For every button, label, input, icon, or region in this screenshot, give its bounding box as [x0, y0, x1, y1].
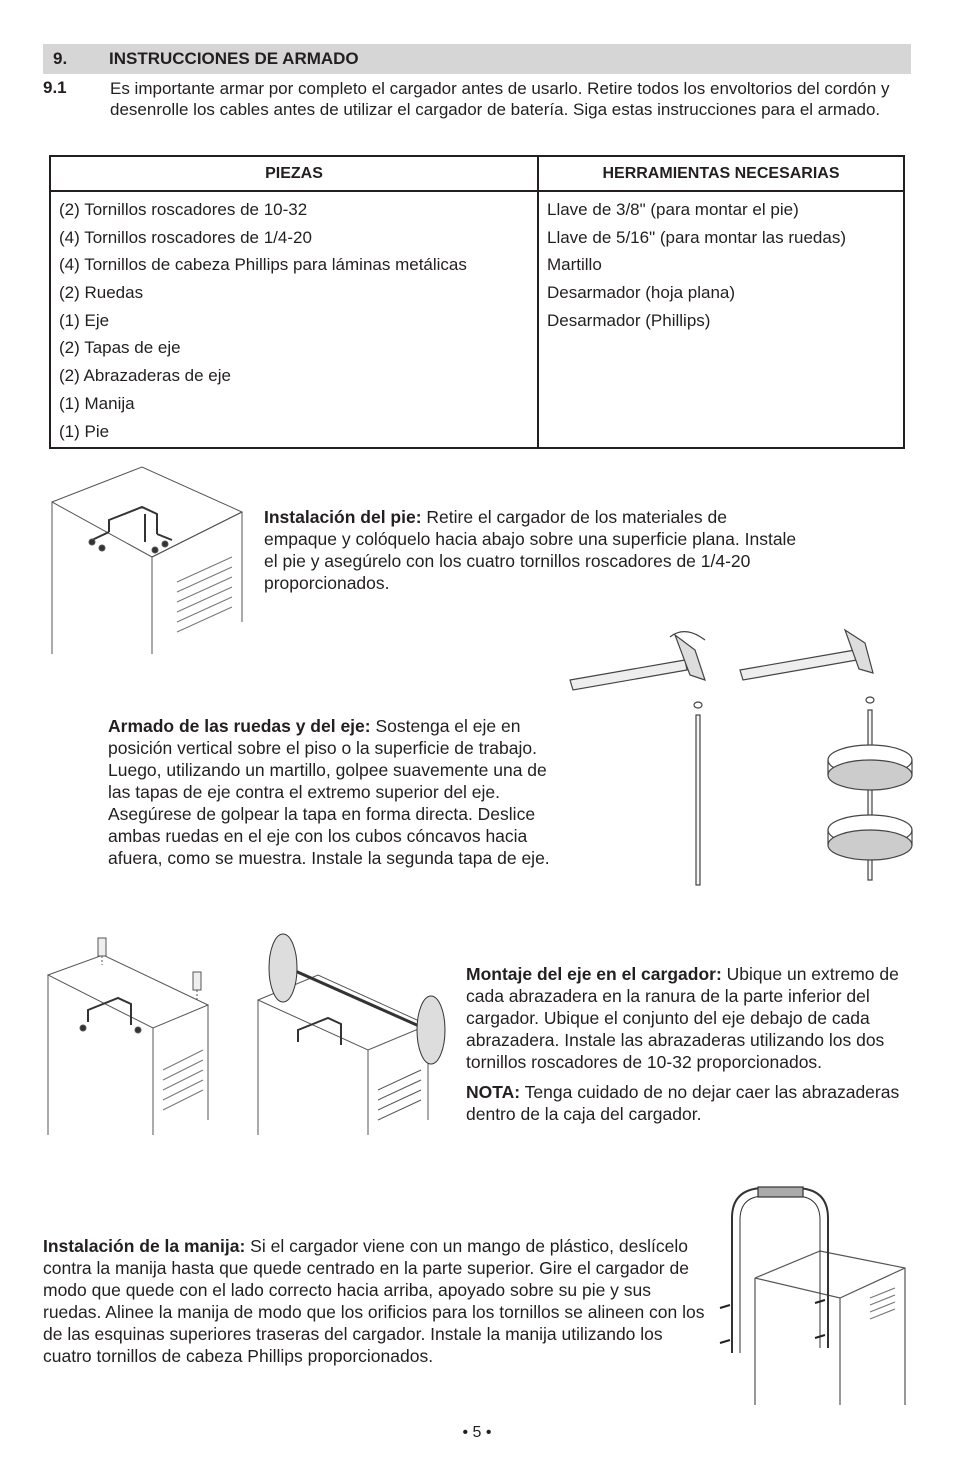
parts-tools-table [49, 155, 905, 449]
axle-hammer-illustration [565, 625, 930, 905]
part-item: (1) Pie [59, 421, 110, 441]
tool-item: Martillo [547, 255, 602, 275]
tool-item: Desarmador (hoja plana) [547, 283, 736, 303]
section-title: INSTRUCCIONES DE ARMADO [109, 49, 359, 68]
intro-text: Es importante armar por completo el cargador antes de usarlo. Retire todos los envoltorios del cordón y desenrolle los cables antes de utilizar el cargador de batería. Siga estas instrucciones para el armado. [110, 79, 890, 119]
part-item: (4) Tornillos roscadores de 1/4-20 [59, 227, 312, 247]
wheels-title: Armado de las ruedas y del eje: [108, 716, 371, 736]
foot-text: Retire el cargador de los materiales de empaque y colóquelo hacia abajo sobre una superficie plana. Instale el pie y asegúrelo con los cuatro tornillos roscadores de 1/4-20 proporcionados. [264, 507, 797, 593]
handle-text: Si el cargador viene con un mango de plástico, deslícelo contra la manija hasta que quede centrado en la parte superior. Gire el cargador de modo que quede con el lado correcto hacia arriba, apoyado sobre su pie y sus ruedas. Alinee la manija de modo que los orificios para los tornillos se alineen con los de las esquinas superiores traseras del cargador. Instale la manija utilizando los cuatro tornillos de cabeza Phillips proporcionados. [43, 1236, 705, 1366]
part-item: (2) Abrazaderas de eje [59, 366, 231, 386]
part-item: (2) Ruedas [59, 283, 144, 303]
part-item: (1) Eje [59, 310, 110, 330]
handle-title: Instalación de la manija: [43, 1236, 246, 1256]
section-header [43, 44, 911, 74]
handle-installation-illustration [710, 1183, 910, 1405]
axle-instructions [466, 963, 906, 1125]
axle-mounting-illustration [43, 930, 458, 1140]
section-number: 9. [53, 49, 68, 68]
part-item: (2) Tapas de eje [59, 338, 181, 358]
axle-title: Montaje del eje en el cargador: [466, 964, 722, 984]
handle-instructions [43, 1235, 708, 1367]
part-item: (1) Manija [59, 393, 135, 413]
tool-item: Llave de 3/8" (para montar el pie) [547, 200, 799, 219]
wheels-instructions [108, 715, 570, 869]
foot-title: Instalación del pie: [264, 507, 422, 527]
note-label: NOTA: [466, 1082, 521, 1102]
parts-list [50, 191, 538, 448]
tool-item: Llave de 5/16" (para montar las ruedas) [547, 227, 846, 247]
parts-header: PIEZAS [50, 156, 538, 191]
part-item: (2) Tornillos roscadores de 10-32 [59, 200, 308, 219]
wheels-text: Sostenga el eje en posición vertical sobre el piso o la superficie de trabajo. Luego, utilizando un martillo, golpee suavemente una de las tapas de eje contra el extremo superior del eje. Asegúrese de golpear la tapa en forma directa. Deslice ambas ruedas en el eje con los cubos cóncavos hacia afuera, como se muestra. Instale la segunda tapa de eje. [108, 716, 550, 868]
axle-text: Ubique un extremo de cada abrazadera en la ranura de la parte inferior del cargador. Ubique el conjunto del eje debajo de cada abrazadera. Instale las abrazaderas utilizando los dos tornillos roscadores de 10-32 proporcionados. [466, 964, 899, 1072]
foot-installation-illustration [47, 462, 262, 654]
tools-list [538, 191, 904, 448]
axle-note [466, 1081, 906, 1125]
intro-number: 9.1 [43, 78, 67, 97]
page-number: • 5 • [462, 1424, 492, 1441]
tool-item: Desarmador (Phillips) [547, 310, 711, 330]
foot-instructions [264, 506, 804, 594]
tools-header: HERRAMIENTAS NECESARIAS [538, 156, 904, 191]
note-text: Tenga cuidado de no dejar caer las abrazaderas dentro de la caja del cargador. [466, 1082, 900, 1124]
part-item: (4) Tornillos de cabeza Phillips para láminas metálicas [59, 255, 467, 275]
